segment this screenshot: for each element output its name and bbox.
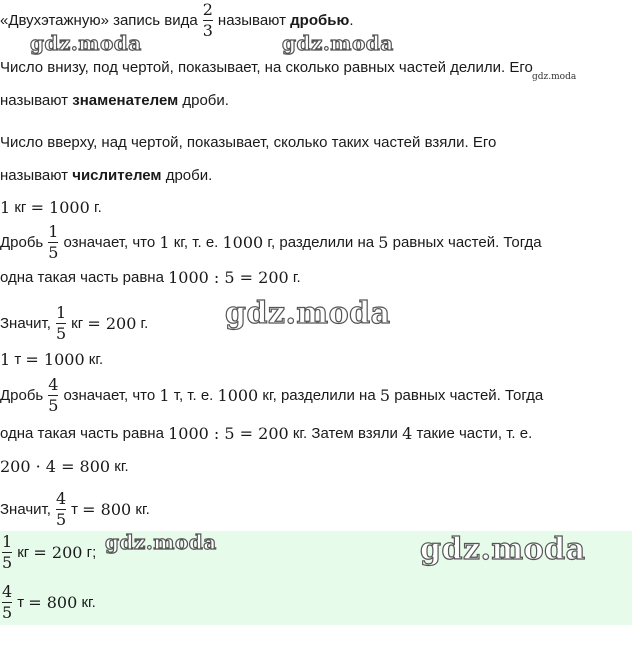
fraction-4-5-line-3: 200 · 4 = 800 кг. [0, 456, 129, 476]
denominator-line-1: Число внизу, под чертой, показывает, на сколько равных частей делили. Его [0, 58, 533, 76]
intro-text: «Двухэтажную» запись вида [0, 11, 198, 29]
conclusion-1: Значит, $\frac{1}{5}$ кг = 200 г. [0, 302, 149, 343]
watermark-logo: gdz.moda [30, 31, 142, 55]
fraction-2-3: $\frac{2}{3}$ [202, 0, 213, 40]
answer-row-1: $\frac{1}{5}$ кг = 200 г; [2, 531, 97, 572]
term-fraction: дробью [290, 11, 350, 29]
kg-equation: 1 кг = 1000 г. [0, 197, 102, 217]
fraction-1-5-b: $\frac{1}{5}$ [55, 302, 67, 343]
fraction-1-5: $\frac{1}{5}$ [48, 221, 59, 262]
fraction-1-5-line-2: одна такая часть равна 1000 : 5 = 200 г. [0, 267, 301, 287]
numerator-line-2: называют числителем дроби. [0, 166, 213, 184]
answer-fraction-1-5: $\frac{1}{5}$ [2, 531, 13, 572]
intro-line: «Двухэтажную» запись вида $\frac{2}{3}$ называют дробью . [0, 0, 354, 40]
numerator-line-1: Число вверху, над чертой, показывает, сколько таких частей взяли. Его [0, 133, 497, 151]
term-denominator: знаменателем [72, 91, 179, 109]
denominator-line-2: называют знаменателем дроби. [0, 91, 229, 109]
fraction-4-5-line: Дробь $\frac{4}{5}$ означает, что 1 т, т. е. 1000 кг, разделили на 5 равных частей. Тогда [0, 374, 544, 415]
watermark-logo: gdz.moda [225, 296, 391, 331]
watermark-logo: gdz.moda [105, 530, 217, 554]
answer-fraction-4-5: $\frac{4}{5}$ [2, 581, 13, 622]
watermark-logo-small: gdz.moda [532, 72, 577, 82]
fraction-4-5: $\frac{4}{5}$ [48, 374, 59, 415]
intro-text-2: называют [217, 11, 286, 29]
conclusion-2: Значит, $\frac{4}{5}$ т = 800 кг. [0, 488, 150, 529]
fraction-1-5-line: Дробь $\frac{1}{5}$ означает, что 1 кг, т. е. 1000 г, разделили на 5 равных частей. Тогда [0, 221, 542, 262]
t-equation: 1 т = 1000 кг. [0, 349, 104, 369]
fraction-4-5-b: $\frac{4}{5}$ [55, 488, 67, 529]
answer-row-2: $\frac{4}{5}$ т = 800 кг. [2, 581, 96, 622]
watermark-logo: gdz.moda [420, 532, 586, 567]
watermark-logo: gdz.moda [282, 31, 394, 55]
fraction-4-5-line-2: одна такая часть равна 1000 : 5 = 200 кг. Затем взяли 4 такие части, т. е. [0, 423, 533, 443]
term-numerator: числителем [72, 166, 162, 184]
